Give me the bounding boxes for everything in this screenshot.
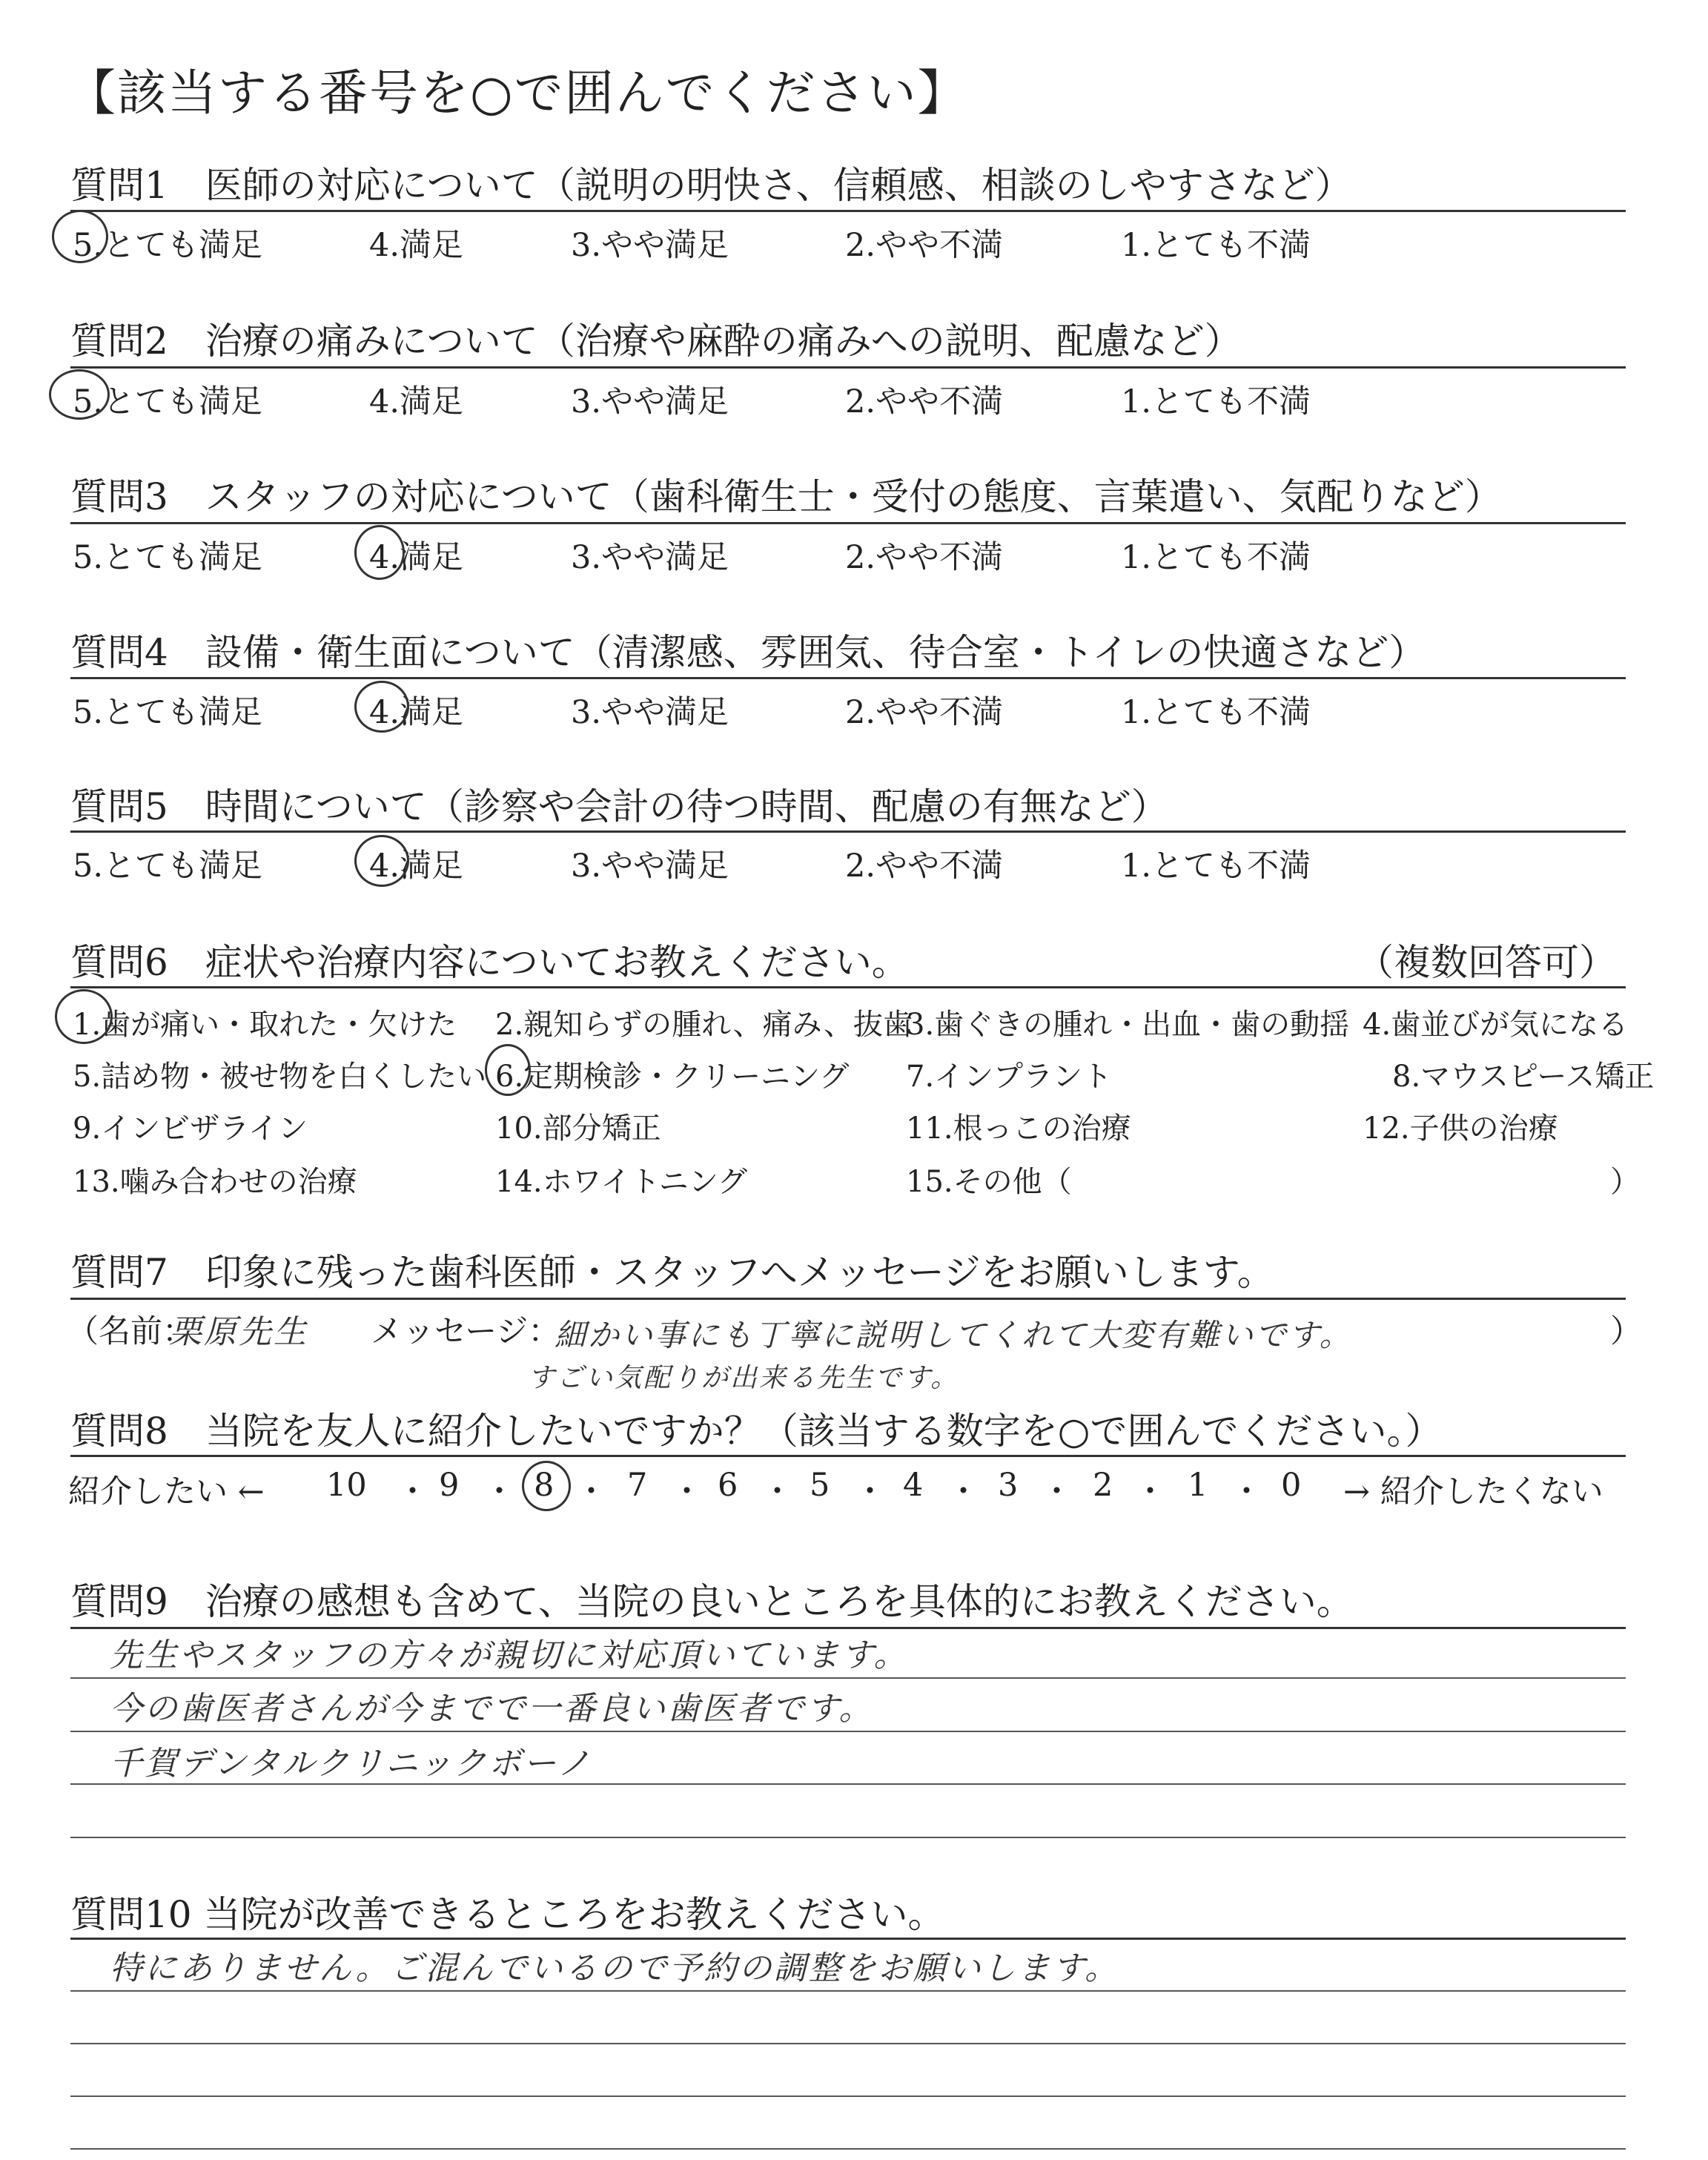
q4-selection-circle	[354, 681, 409, 733]
q8-dot: ・	[761, 1473, 793, 1510]
q2-option-4[interactable]: 4.満足	[369, 383, 464, 420]
q6-option-2[interactable]: 2.親知らずの腫れ、痛み、抜歯	[495, 1008, 913, 1042]
q6-option-3[interactable]: 3.歯ぐきの腫れ・出血・歯の動揺	[906, 1008, 1350, 1042]
q2-selection-circle	[49, 369, 110, 420]
question-2-rule	[70, 366, 1626, 369]
q8-scale-6[interactable]: 6	[718, 1467, 738, 1504]
q9-answer-rule-4	[70, 1837, 1626, 1838]
question-1-rule	[70, 210, 1626, 212]
q7-name-label: （名前：	[67, 1313, 194, 1350]
q8-scale-7[interactable]: 7	[627, 1467, 648, 1504]
question-4-rule	[70, 677, 1626, 679]
q8-scale-8[interactable]: 8	[534, 1467, 555, 1504]
question-2-title: 質問2 治療の痛みについて（治療や麻酔の痛みへの説明、配慮など）	[70, 320, 1242, 363]
question-10-title: 質問10 当院が改善できるところをお教えください。	[70, 1893, 945, 1936]
q1-selection-circle	[52, 210, 108, 263]
q5-option-2[interactable]: 2.やや不満	[845, 848, 1004, 885]
question-1-title: 質問1 医師の対応について（説明の明快さ、信頼感、相談のしやすさなど）	[70, 164, 1352, 207]
q9-answer-line-1[interactable]: 先生やスタッフの方々が親切に対応頂いています。	[110, 1636, 909, 1674]
q5-option-5[interactable]: 5.とても満足	[73, 848, 263, 885]
question-5-title: 質問5 時間について（診察や会計の待つ時間、配慮の有無など）	[70, 785, 1168, 828]
q10-answer-rule-4	[70, 2148, 1626, 2150]
q6-option-10[interactable]: 10.部分矯正	[495, 1112, 661, 1146]
q8-scale-3[interactable]: 3	[998, 1467, 1019, 1504]
q8-dot: ・	[1134, 1473, 1166, 1510]
q8-dot: ・	[947, 1473, 979, 1510]
q3-option-2[interactable]: 2.やや不満	[845, 539, 1004, 576]
question-7-rule	[70, 1298, 1626, 1300]
q1-option-2[interactable]: 2.やや不満	[845, 227, 1004, 264]
q10-answer-rule-1	[70, 1990, 1626, 1992]
q5-option-4[interactable]: 4.満足	[369, 848, 464, 885]
question-9-title: 質問9 治療の感想も含めて、当院の良いところを具体的にお教えください。	[70, 1580, 1354, 1623]
q8-dot: ・	[671, 1473, 703, 1510]
question-6-note: （複数回答可）	[1357, 941, 1616, 984]
q6-option-7[interactable]: 7.インプラント	[906, 1060, 1113, 1094]
q6-option-14[interactable]: 14.ホワイトニング	[495, 1165, 748, 1199]
q6-selection-circle-6	[485, 1044, 531, 1096]
q6-option-11[interactable]: 11.根っこの治療	[906, 1112, 1131, 1146]
q3-option-1[interactable]: 1.とても不満	[1121, 539, 1311, 576]
question-6-rule	[70, 986, 1626, 988]
q8-dot: ・	[575, 1473, 607, 1510]
q1-option-5[interactable]: 5.とても満足	[73, 227, 263, 264]
q2-option-3[interactable]: 3.やや満足	[571, 383, 729, 420]
q6-selection-circle-1	[55, 989, 113, 1044]
q4-option-2[interactable]: 2.やや不満	[845, 694, 1004, 731]
q4-option-5[interactable]: 5.とても満足	[73, 694, 263, 731]
q5-selection-circle	[354, 835, 409, 887]
q9-answer-rule-1	[70, 1677, 1626, 1679]
q6-option-1[interactable]: 1.歯が痛い・取れた・欠けた	[73, 1008, 457, 1042]
q6-option-8[interactable]: 8.マウスピース矯正	[1392, 1060, 1655, 1094]
q6-option-13[interactable]: 13.噛み合わせの治療	[73, 1165, 357, 1199]
q8-scale-2[interactable]: 2	[1093, 1467, 1113, 1504]
q4-option-3[interactable]: 3.やや満足	[571, 694, 729, 731]
q3-selection-circle	[354, 525, 405, 580]
q6-option-9[interactable]: 9.インビザライン	[73, 1112, 308, 1146]
q4-option-4[interactable]: 4.満足	[369, 694, 464, 731]
q5-option-1[interactable]: 1.とても不満	[1121, 848, 1311, 885]
q8-dot: ・	[854, 1473, 886, 1510]
q1-option-1[interactable]: 1.とても不満	[1121, 227, 1311, 264]
q7-message-line-1[interactable]: 細かい事にも丁寧に説明してくれて大変有難いです。	[555, 1317, 1353, 1353]
q1-option-4[interactable]: 4.満足	[369, 227, 464, 264]
question-7-title: 質問7 印象に残った歯科医師・スタッフへメッセージをお願いします。	[70, 1251, 1274, 1294]
q9-answer-rule-3	[70, 1783, 1626, 1785]
q3-option-3[interactable]: 3.やや満足	[571, 539, 729, 576]
question-3-title: 質問3 スタッフの対応について（歯科衛生士・受付の態度、言葉遣い、気配りなど）	[70, 475, 1502, 518]
q2-option-2[interactable]: 2.やや不満	[845, 383, 1004, 420]
question-8-rule	[70, 1455, 1626, 1457]
q3-option-4[interactable]: 4.満足	[369, 539, 464, 576]
page-header: 【該当する番号を○で囲んでください】	[67, 65, 968, 122]
q9-answer-line-2[interactable]: 今の歯医者さんが今までで一番良い歯医者です。	[110, 1690, 874, 1728]
q8-dot: ・	[397, 1473, 428, 1510]
q2-option-1[interactable]: 1.とても不満	[1121, 383, 1311, 420]
q10-answer-line-1[interactable]: 特にありません。ご混んでいるので予約の調整をお願いします。	[110, 1949, 1120, 1987]
q2-option-5[interactable]: 5.とても満足	[73, 383, 263, 420]
q8-right-label: → 紹介したくない	[1343, 1473, 1603, 1510]
q10-answer-rule-2	[70, 2043, 1626, 2044]
q8-dot: ・	[1231, 1473, 1262, 1510]
q8-dot: ・	[483, 1473, 515, 1510]
q8-scale-0[interactable]: 0	[1281, 1467, 1302, 1504]
question-6-title: 質問6 症状や治療内容についてお教えください。	[70, 941, 909, 984]
q9-answer-line-3[interactable]: 千賀デンタルクリニックボーノ	[110, 1745, 592, 1783]
q6-option-12[interactable]: 12.子供の治療	[1363, 1112, 1558, 1146]
q8-scale-9[interactable]: 9	[439, 1467, 460, 1504]
question-10-rule	[70, 1938, 1626, 1940]
q1-option-3[interactable]: 3.やや満足	[571, 227, 729, 264]
q8-scale-10[interactable]: 10	[326, 1467, 367, 1504]
q7-name-value[interactable]: 栗原先生	[169, 1313, 308, 1351]
q9-answer-rule-2	[70, 1731, 1626, 1732]
q4-option-1[interactable]: 1.とても不満	[1121, 694, 1311, 731]
q8-left-label: 紹介したい ←	[68, 1473, 265, 1510]
q6-option-15[interactable]: 15.その他（	[906, 1165, 1072, 1199]
q6-option-5[interactable]: 5.詰め物・被せ物を白くしたい	[73, 1060, 487, 1094]
q10-answer-rule-3	[70, 2095, 1626, 2097]
question-4-title: 質問4 設備・衛生面について（清潔感、雰囲気、待合室・トイレの快適さなど）	[70, 631, 1426, 674]
q6-other-close-paren: ）	[1610, 1165, 1640, 1199]
question-3-rule	[70, 522, 1626, 524]
q8-dot: ・	[1041, 1473, 1073, 1510]
question-5-rule	[70, 830, 1626, 833]
q8-scale-5[interactable]: 5	[810, 1467, 830, 1504]
q7-message-line-2[interactable]: すごい気配りが出来る先生です。	[528, 1363, 960, 1393]
q8-scale-4[interactable]: 4	[903, 1467, 924, 1504]
question-8-title: 質問8 当院を友人に紹介したいですか？（該当する数字を○で囲んでください。）	[70, 1410, 1443, 1453]
q7-message-label: メッセージ：	[371, 1313, 560, 1350]
q8-selection-circle	[522, 1461, 571, 1511]
q6-option-4[interactable]: 4.歯並びが気になる	[1363, 1008, 1629, 1042]
q5-option-3[interactable]: 3.やや満足	[571, 848, 729, 885]
q7-close-paren: ）	[1610, 1313, 1642, 1350]
q3-option-5[interactable]: 5.とても満足	[73, 539, 263, 576]
q8-scale-1[interactable]: 1	[1188, 1467, 1208, 1504]
q6-option-6[interactable]: 6.定期検診・クリーニング	[495, 1060, 850, 1094]
